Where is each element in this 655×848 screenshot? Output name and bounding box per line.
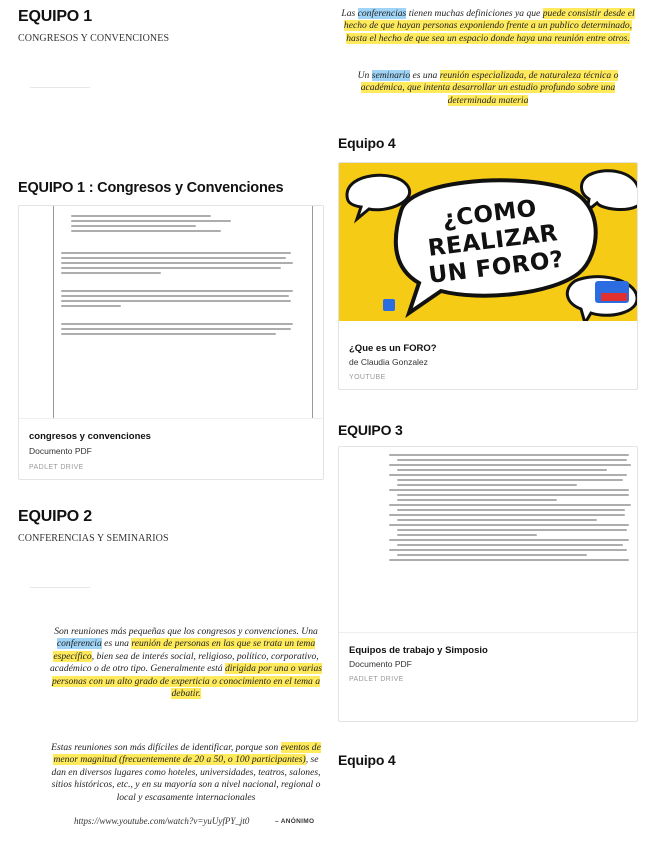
pdf-preview bbox=[19, 206, 323, 419]
equipo4-title: Equipo 4 bbox=[338, 135, 396, 151]
equipo3-title: EQUIPO 3 bbox=[338, 422, 403, 438]
card-source: PADLET DRIVE bbox=[349, 676, 404, 683]
video-thumbnail[interactable] bbox=[339, 163, 638, 321]
equipo4-bottom-title: Equipo 4 bbox=[338, 752, 396, 768]
card-source: PADLET DRIVE bbox=[29, 464, 84, 471]
video-overlay-text: ¿COMO REALIZAR UN FORO? bbox=[426, 195, 566, 289]
youtube-card-foro[interactable] bbox=[338, 162, 638, 390]
card-type: Documento PDF bbox=[349, 659, 412, 669]
divider bbox=[30, 587, 90, 588]
pdf-card-congresos[interactable] bbox=[18, 205, 324, 480]
reuniones-paragraph: Estas reuniones son más difíciles de identificar, porque son eventos de menor magnitud (frecuentemente de 20 a 50, o 100 participantes), se dan en diversos lugares como hoteles, universidades, teatros, salones, sitios históricos, etc., y en su mayoría son a nivel nacional, regional o local y escasamente internacionales bbox=[51, 742, 321, 803]
seminario-note: Un seminario es una reunión especializada, de naturaleza técnica o académica, que intenta desarrollar un estudio profundo sobre una determinada materia bbox=[357, 70, 619, 106]
conferencias-paragraph: Son reuniones más pequeñas que los congresos y convenciones. Una conferencia es una reunión de personas en las que se trata un tema específico, bien sea de interés social, religioso, político, corporativo, académico o de otro tipo. Generalmente está dirigida por una o varias personas con un alto grado de experticia o conocimiento en el tema a debatir. bbox=[50, 626, 322, 700]
card-source: YOUTUBE bbox=[349, 374, 386, 381]
pdf-card-simposio[interactable] bbox=[338, 446, 638, 722]
equipo1-title: EQUIPO 1 bbox=[18, 8, 92, 25]
divider bbox=[30, 87, 90, 88]
card-title: ¿Que es un FORO? bbox=[349, 343, 437, 354]
card-author: de Claudia Gonzalez bbox=[349, 357, 428, 367]
card-title: Equipos de trabajo y Simposio bbox=[349, 645, 488, 656]
conferencias-note: Las conferencias tienen muchas definiciones ya que puede consistir desde el hecho de que hayan personas exponiendo frente a un publico determinado, hasta el hecho de que sea un espacio donde haya una reunión entre otros. bbox=[341, 8, 635, 44]
source-author: – ANÓNIMO bbox=[275, 818, 315, 825]
equipo1-section-title: EQUIPO 1 : Congresos y Convenciones bbox=[18, 180, 284, 196]
card-type: Documento PDF bbox=[29, 446, 92, 456]
card-title: congresos y convenciones bbox=[29, 431, 151, 442]
pdf-preview bbox=[339, 447, 637, 633]
source-url[interactable]: https://www.youtube.com/watch?v=yuUyfPY_jt0 bbox=[74, 816, 250, 826]
equipo2-subtitle: CONFERENCIAS Y SEMINARIOS bbox=[18, 533, 169, 544]
equipo1-subtitle: CONGRESOS Y CONVENCIONES bbox=[18, 33, 170, 44]
equipo2-title: EQUIPO 2 bbox=[18, 508, 92, 525]
